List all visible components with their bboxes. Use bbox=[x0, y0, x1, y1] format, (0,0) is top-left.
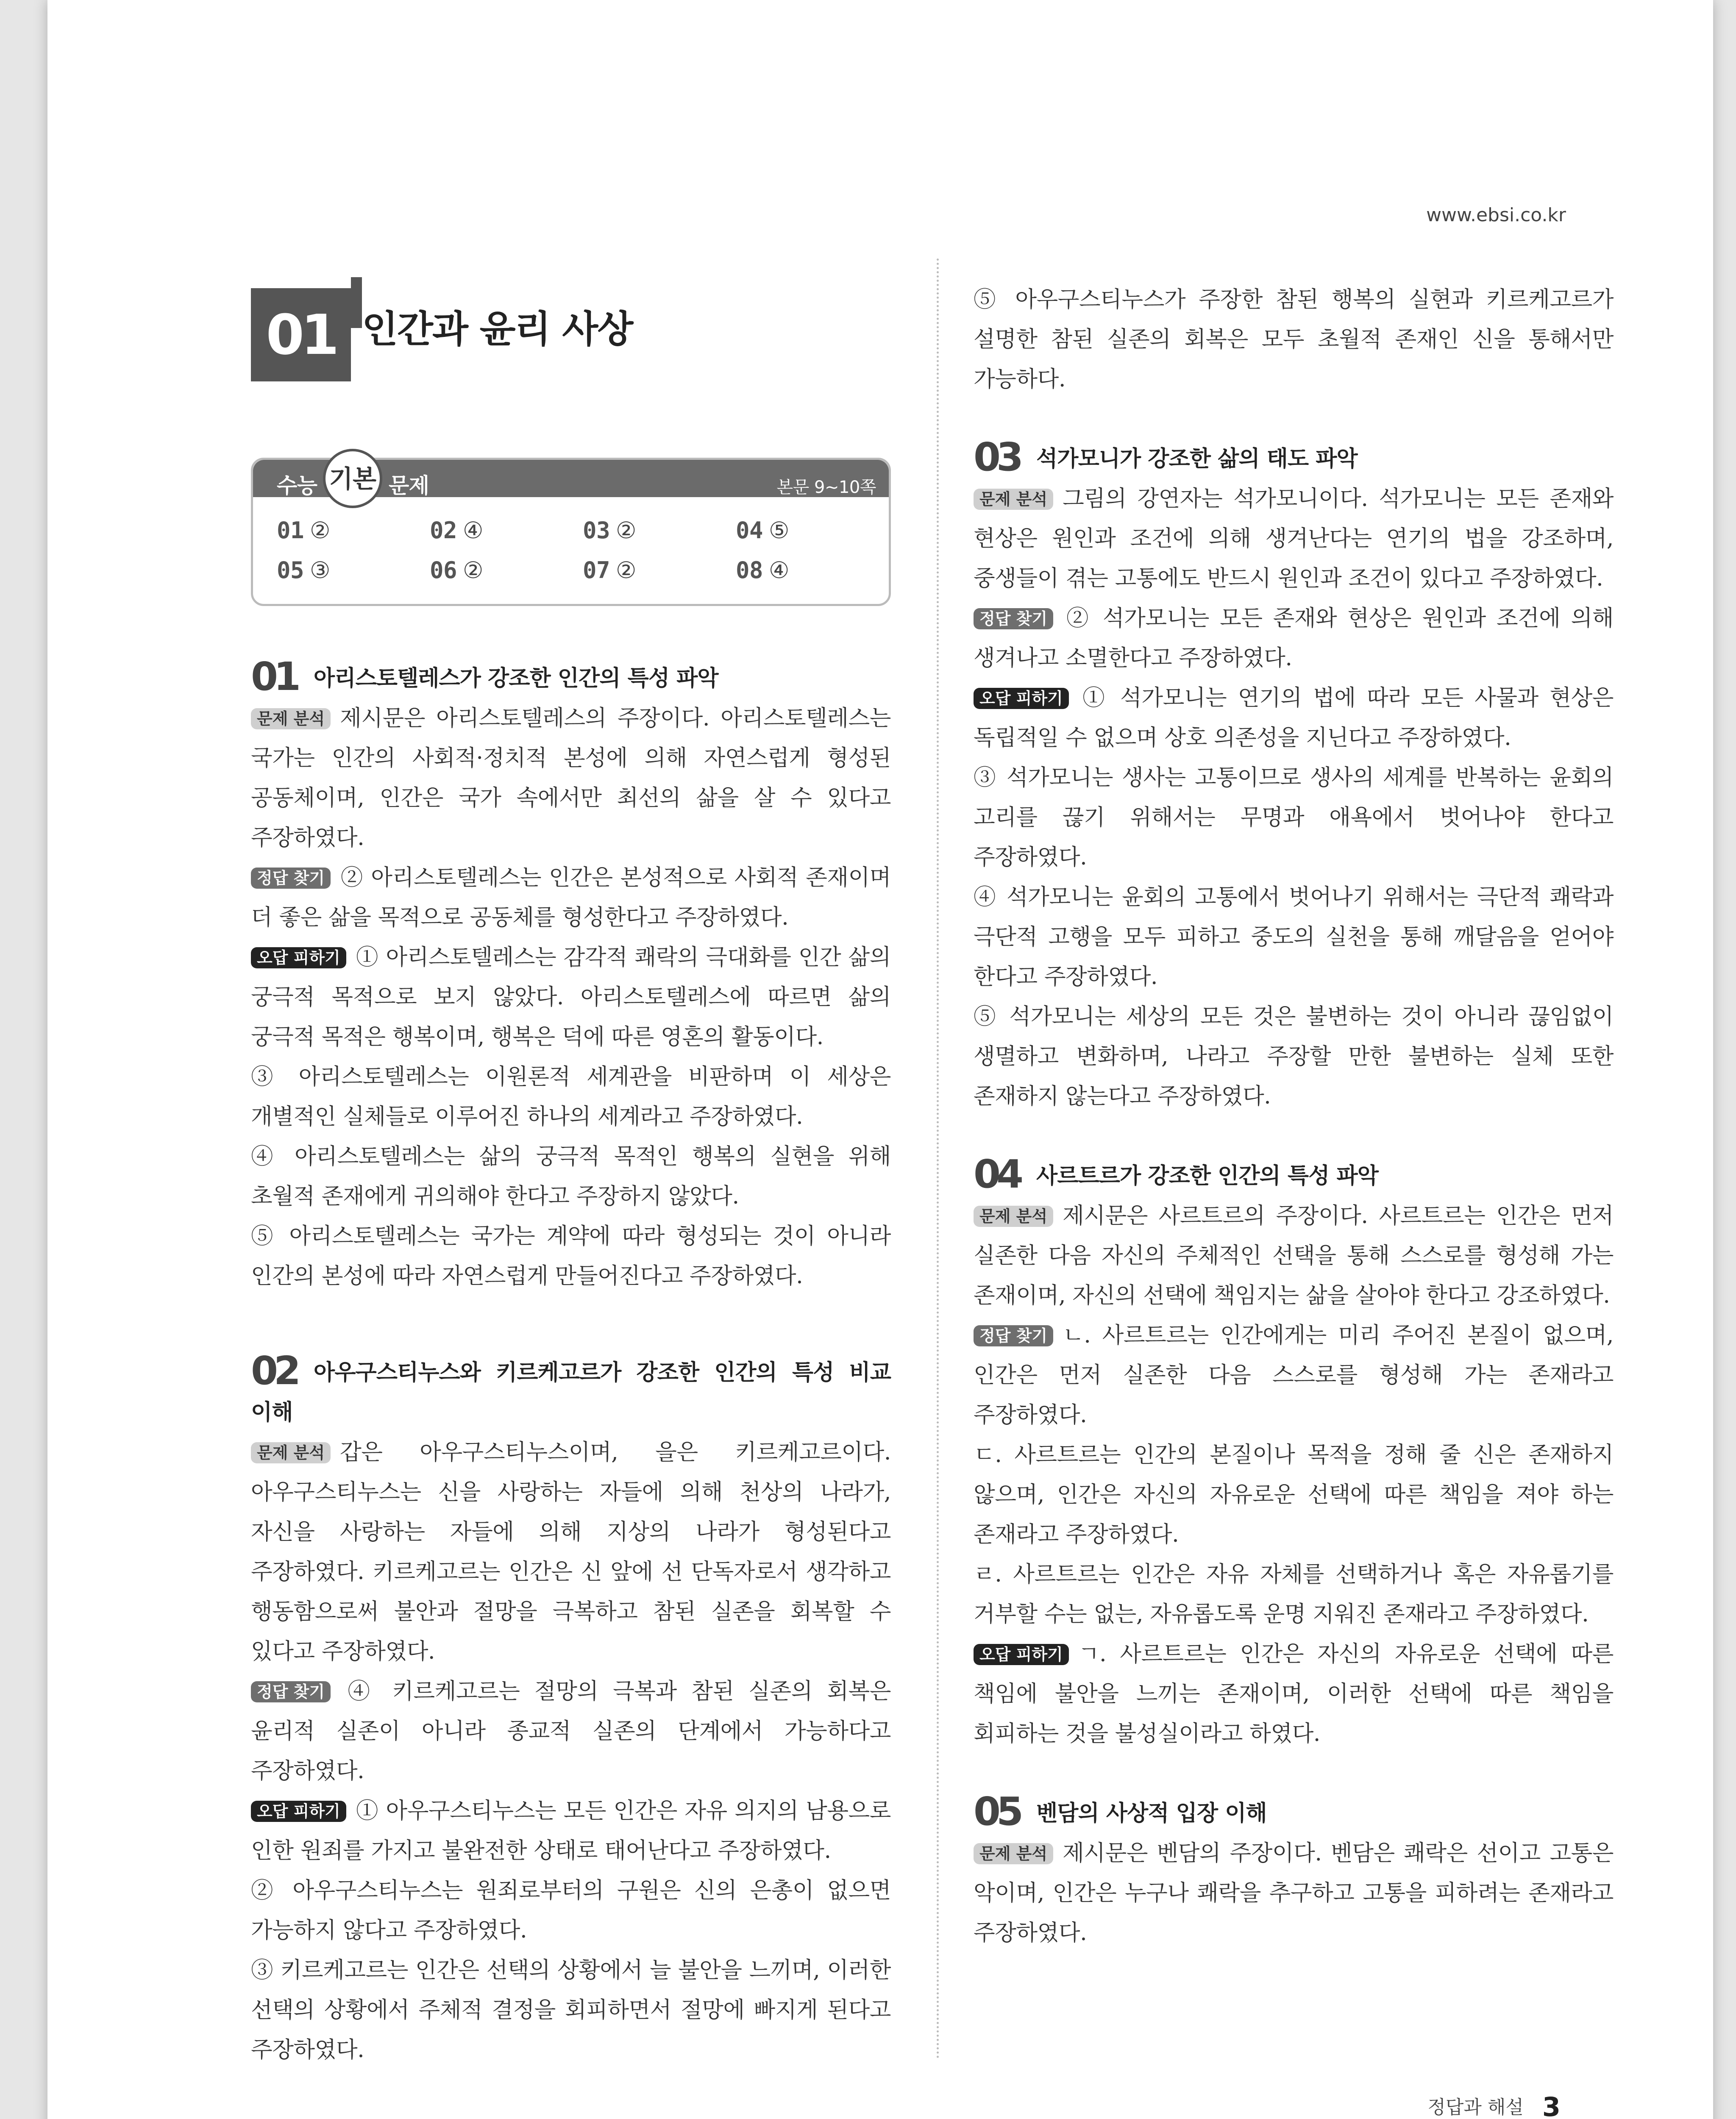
answer-key-grid bbox=[253, 497, 889, 590]
wrong-tag: 오답 피하기 bbox=[974, 1644, 1069, 1665]
wrong-paragraph: ③ 키르케고르는 인간은 선택의 상황에서 늘 불안을 느끼며, 이러한 선택의 상황에서 주체적 결정을 회피하면서 절망에 빠지게 된다고 주장하였다. bbox=[251, 1957, 891, 2063]
page-sheet bbox=[47, 0, 1713, 2119]
question-number: 02 bbox=[251, 1348, 297, 1393]
analysis-paragraph: 문제 분석 제시문은 사르트르의 주장이다. 사르트르는 인간은 먼저 실존한 다음 자신의 주체적인 선택을 통해 스스로를 형성해 가는 존재이며, 자신의 선택에 책임지는 삶을 살아야 한다고 강조하였다. bbox=[974, 1203, 1614, 1308]
answer-item: 05 ③ bbox=[277, 557, 330, 584]
analysis-tag: 문제 분석 bbox=[251, 1442, 331, 1463]
wrong-paragraph: ⑤ 아리스토텔레스는 국가는 계약에 따라 형성되는 것이 아니라 인간의 본성에 따라 자연스럽게 만들어진다고 주장하였다. bbox=[251, 1223, 891, 1289]
answer-item: 03 ② bbox=[583, 517, 636, 544]
answer-item: 07 ② bbox=[583, 557, 636, 584]
question-title: 아우구스티누스와 키르케고르가 강조한 인간의 특성 비교 이해 bbox=[251, 1360, 891, 1425]
wrong-paragraph: ③ 석가모니는 생사는 고통이므로 생사의 세계를 반복하는 윤회의 고리를 끊기 위해서는 무명과 애욕에서 벗어나야 한다고 주장하였다. bbox=[974, 765, 1614, 870]
site-url: www.ebsi.co.kr bbox=[1426, 204, 1566, 226]
analysis-tag: 문제 분석 bbox=[251, 708, 331, 729]
question-title: 사르트르가 강조한 인간의 특성 파악 bbox=[1036, 1163, 1378, 1189]
answer-key-label-3: 문제 bbox=[389, 473, 429, 498]
analysis-tag: 문제 분석 bbox=[974, 489, 1053, 510]
page-footer bbox=[1427, 2091, 1561, 2119]
wrong-paragraph: 오답 피하기 ① 아리스토텔레스는 감각적 쾌락의 극대화를 인간 삶의 궁극적 목적으로 보지 않았다. 아리스토텔레스에 따르면 삶의 궁극적 목적은 행복이며, 행복은 덕에 따른 영혼의 활동이다. bbox=[251, 944, 891, 1050]
chapter-header bbox=[251, 288, 891, 390]
wrong-paragraph: ③ 아리스토텔레스는 이원론적 세계관을 비판하며 이 세상은 개별적인 실체들로 이루어진 하나의 세계라고 주장하였다. bbox=[251, 1064, 891, 1129]
correct-tag: 정답 찾기 bbox=[251, 1681, 331, 1702]
correct-tag: 정답 찾기 bbox=[974, 608, 1053, 629]
answer-item: 04 ⑤ bbox=[736, 517, 789, 544]
question-number: 01 bbox=[251, 654, 297, 699]
analysis-paragraph: 문제 분석 제시문은 벤담의 주장이다. 벤담은 쾌락은 선이고 고통은 악이며, 인간은 누구나 쾌락을 추구하고 고통을 피하려는 존재라고 주장하였다. bbox=[974, 1840, 1614, 1946]
answer-item: 02 ④ bbox=[430, 517, 483, 544]
correct-tag: 정답 찾기 bbox=[974, 1325, 1053, 1346]
wrong-paragraph: 오답 피하기 ㄱ. 사르트르는 인간은 자신의 자유로운 선택에 따른 책임에 불안을 느끼는 존재이며, 이러한 선택에 따른 책임을 회피하는 것을 불성실이라고 하였다. bbox=[974, 1641, 1614, 1746]
correct-tag: 정답 찾기 bbox=[251, 868, 331, 889]
question-heading bbox=[974, 434, 1614, 480]
correct-paragraph: ㄹ. 사르트르는 인간은 자유 자체를 선택하거나 혹은 자유롭기를 거부할 수는 없는, 자유롭도록 운명 지워진 존재라고 주장하였다. bbox=[974, 1561, 1614, 1627]
footer-label: 정답과 해설 bbox=[1427, 2097, 1524, 2118]
wrong-paragraph: ⑤ 석가모니는 세상의 모든 것은 불변하는 것이 아니라 끊임없이 생멸하고 변화하며, 나라고 주장할 만한 불변하는 실체 또한 존재하지 않는다고 주장하였다. bbox=[974, 1004, 1614, 1109]
page-number: 3 bbox=[1542, 2091, 1561, 2119]
answer-item: 08 ④ bbox=[736, 557, 789, 584]
analysis-paragraph: 문제 분석 그림의 강연자는 석가모니이다. 석가모니는 모든 존재와 현상은 원인과 조건에 의해 생겨난다는 연기의 법을 강조하며, 중생들이 겪는 고통에도 반드시 원인과 조건이 있다고 주장하였다. bbox=[974, 486, 1614, 591]
wrong-tag: 오답 피하기 bbox=[251, 947, 346, 968]
question-heading bbox=[251, 1348, 891, 1432]
question-title: 아리스토텔레스가 강조한 인간의 특성 파악 bbox=[314, 666, 718, 691]
right-column bbox=[974, 280, 1614, 1953]
wrong-paragraph: ② 아우구스티누스는 원죄로부터의 구원은 신의 은총이 없으면 가능하지 않다고 주장하였다. bbox=[251, 1877, 891, 1943]
answer-key-label-2: 기본 bbox=[323, 449, 382, 508]
answer-key-label-1: 수능 bbox=[277, 473, 317, 498]
correct-paragraph: 정답 찾기 ④ 키르케고르는 절망의 극복과 참된 실존의 회복은 윤리적 실존이 아니라 종교적 실존의 단계에서 가능하다고 주장하였다. bbox=[251, 1678, 891, 1784]
question-number: 04 bbox=[974, 1151, 1020, 1197]
wrong-paragraph: ④ 석가모니는 윤회의 고통에서 벗어나기 위해서는 극단적 쾌락과 극단적 고행을 모두 피하고 중도의 실천을 통해 깨달음을 얻어야 한다고 주장하였다. bbox=[974, 884, 1614, 990]
question-heading bbox=[251, 654, 891, 699]
correct-paragraph: 정답 찾기 ② 아리스토텔레스는 인간은 본성적으로 사회적 존재이며 더 좋은 삶을 목적으로 공동체를 형성한다고 주장하였다. bbox=[251, 865, 891, 930]
correct-paragraph: 정답 찾기 ② 석가모니는 모든 존재와 현상은 원인과 조건에 의해 생겨나고 소멸한다고 주장하였다. bbox=[974, 605, 1614, 671]
answer-item: 01 ② bbox=[277, 517, 330, 544]
analysis-tag: 문제 분석 bbox=[974, 1206, 1053, 1227]
question-heading bbox=[974, 1789, 1614, 1834]
question-number: 05 bbox=[974, 1789, 1020, 1834]
chapter-number: 01 bbox=[251, 288, 351, 381]
analysis-paragraph: 문제 분석 갑은 아우구스티누스이며, 을은 키르케고르이다. 아우구스티누스는 신을 사랑하는 자들에 의해 천상의 나라가, 자신을 사랑하는 자들에 의해 지상의 나라가 형성된다고 주장하였다. 키르케고르는 인간은 신 앞에 선 단독자로서 생각하고 행동함으로써 불안과 절망을 극복하고 참된 실존을 회복할 수 있다고 주장하였다. bbox=[251, 1439, 891, 1664]
column-divider bbox=[937, 259, 939, 2060]
wrong-paragraph: 오답 피하기 ① 석가모니는 연기의 법에 따라 모든 사물과 현상은 독립적일 수 없으며 상호 의존성을 지닌다고 주장하였다. bbox=[974, 685, 1614, 751]
answer-key-ref: 본문 9~10쪽 bbox=[776, 478, 876, 497]
wrong-paragraph: 오답 피하기 ① 아우구스티누스는 모든 인간은 자유 의지의 남용으로 인한 원죄를 가지고 불완전한 상태로 태어난다고 주장하였다. bbox=[251, 1798, 891, 1863]
analysis-tag: 문제 분석 bbox=[974, 1843, 1053, 1864]
answer-key-box bbox=[251, 458, 891, 606]
question-title: 벤담의 사상적 입장 이해 bbox=[1036, 1801, 1267, 1826]
wrong-paragraph: ④ 아리스토텔레스는 삶의 궁극적 목적인 행복의 실현을 위해 초월적 존재에게 귀의해야 한다고 주장하지 않았다. bbox=[251, 1143, 891, 1209]
wrong-tag: 오답 피하기 bbox=[251, 1801, 346, 1822]
correct-paragraph: 정답 찾기 ㄴ. 사르트르는 인간에게는 미리 주어진 본질이 없으며, 인간은 먼저 실존한 다음 스스로를 형성해 가는 존재라고 주장하였다. bbox=[974, 1322, 1614, 1428]
question-heading bbox=[974, 1151, 1614, 1197]
wrong-tag: 오답 피하기 bbox=[974, 688, 1069, 709]
answer-key-header bbox=[253, 460, 889, 497]
analysis-paragraph: 문제 분석 제시문은 아리스토텔레스의 주장이다. 아리스토텔레스는 국가는 인간의 사회적·정치적 본성에 의해 자연스럽게 형성된 공동체이며, 인간은 국가 속에서만 최선의 삶을 살 수 있다고 주장하였다. bbox=[251, 705, 891, 851]
chapter-title: 인간과 윤리 사상 bbox=[362, 307, 633, 351]
correct-paragraph: ㄷ. 사르트르는 인간의 본질이나 목적을 정해 줄 신은 존재하지 않으며, 인간은 자신의 자유로운 선택에 따른 책임을 져야 하는 존재라고 주장하였다. bbox=[974, 1442, 1614, 1547]
wrong-paragraph: ⑤ 아우구스티누스가 주장한 참된 행복의 실현과 키르케고르가 설명한 참된 실존의 회복은 모두 초월적 존재인 신을 통해서만 가능하다. bbox=[974, 286, 1614, 392]
question-title: 석가모니가 강조한 삶의 태도 파악 bbox=[1036, 446, 1358, 472]
left-column bbox=[251, 280, 891, 2070]
answer-item: 06 ② bbox=[430, 557, 483, 584]
question-number: 03 bbox=[974, 434, 1020, 480]
